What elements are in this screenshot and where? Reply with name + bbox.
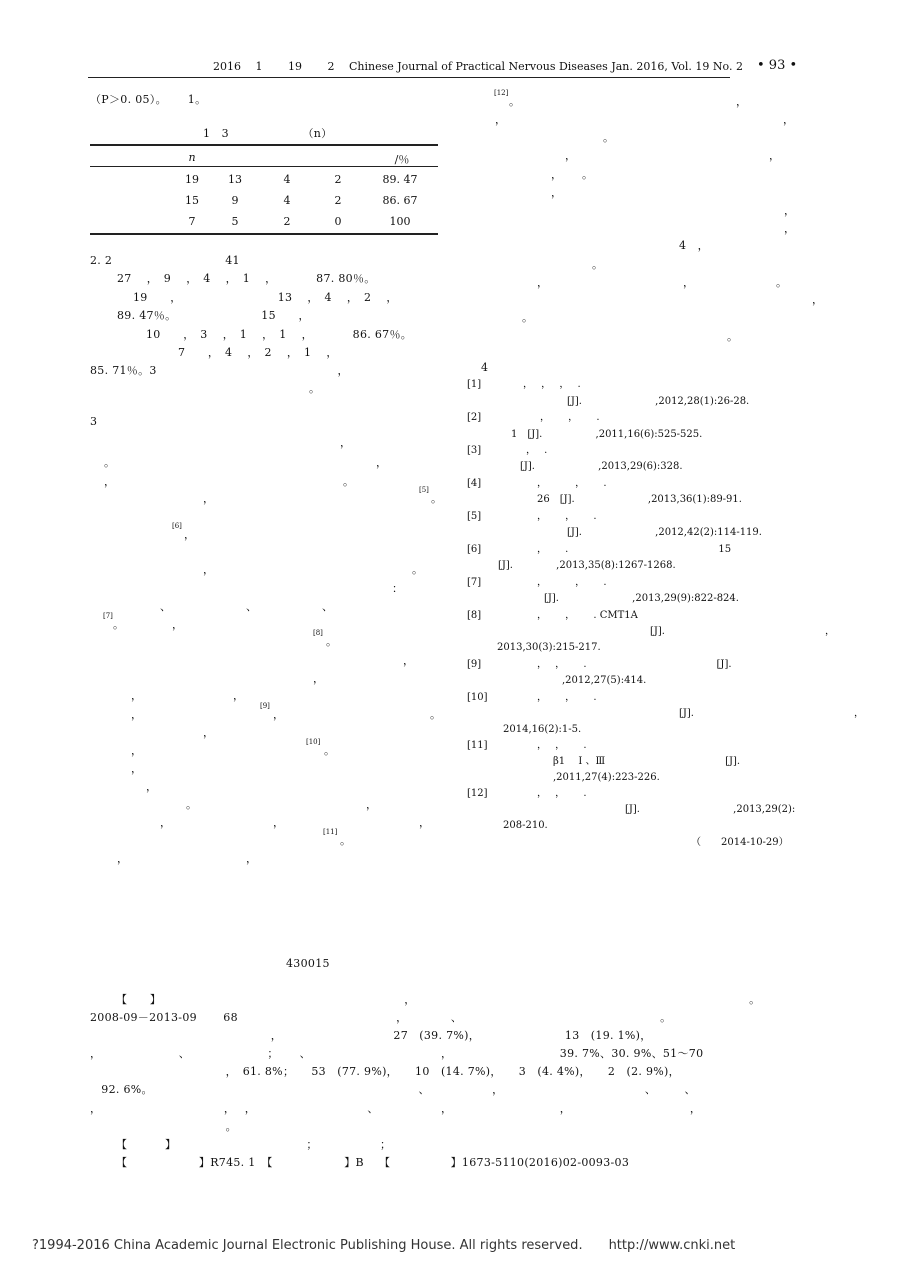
punct: ，: [683, 276, 695, 289]
punct: ，: [403, 654, 415, 667]
punct: 。: [592, 258, 604, 271]
intro-line: （P＞0. 05）。 1。: [90, 93, 207, 106]
reference-number: [6]: [467, 544, 482, 555]
punct: 。: [582, 168, 594, 181]
text-line: 7 ， 4 ， 2 ， 1 ，: [178, 346, 338, 359]
reference-number: [4]: [467, 478, 482, 489]
copyright-footer: ?1994-2016 China Academic Journal Electronic Publishing House. All rights reserved. http://www.cnki.net: [32, 1238, 736, 1253]
abstract-line: 2008-09－2013-09 68 ， 、 。: [90, 1011, 672, 1024]
punct: ，: [495, 113, 507, 126]
reference-line: β1 Ⅰ 、Ⅲ [J].: [553, 756, 741, 767]
classification-line: 【 】R745. 1 【 】B 【 】1673-5110(2016)02-0093-03: [116, 1156, 630, 1169]
reference-line: ， ， . CMT1A: [537, 610, 638, 621]
abstract-line: ， 61. 8%； 53 (77. 9%)， 10 (14. 7%)， 3 (4. 4%)， 2 (2. 9%)，: [90, 1065, 680, 1078]
reference-number: [2]: [467, 412, 482, 423]
punct: 。: [430, 708, 442, 721]
reference-line: [J]. ,2013,29(2):: [625, 804, 796, 815]
citation-9: [9]: [260, 702, 270, 710]
citation-5: [5]: [419, 486, 429, 494]
punct: ，: [565, 149, 577, 162]
punct: 。: [340, 834, 352, 847]
references-heading: 4: [481, 361, 489, 374]
reference-number: [8]: [467, 610, 482, 621]
citation-6: [6]: [172, 522, 182, 530]
table-bottom-rule: [90, 233, 438, 235]
postcode: 430015: [286, 957, 330, 970]
reference-line: ， ， .: [537, 788, 587, 799]
reference-line: ， ， .: [537, 692, 727, 703]
table-cell: 15: [185, 194, 199, 207]
citation-10: [10]: [306, 738, 321, 746]
reference-number: [7]: [467, 577, 482, 588]
punct: ，: [769, 149, 781, 162]
punct: 。: [104, 456, 116, 469]
table-cell: 9: [231, 194, 239, 207]
citation-8: [8]: [313, 629, 323, 637]
punct: ，: [233, 689, 245, 702]
abstract-line: 。: [90, 1120, 237, 1133]
text-line: 19 ， 13 ， 4 ， 2 ，: [133, 291, 398, 304]
text-line: 2. 2 41: [90, 254, 240, 267]
text-line: 27 ， 9 ， 4 ， 1 ， 87. 80％。: [117, 272, 376, 285]
table-header-cell: n: [188, 151, 196, 164]
reference-line: ， ， .: [537, 740, 587, 751]
section-heading: 3: [90, 415, 98, 428]
reference-number: [10]: [467, 692, 488, 703]
citation-11: [11]: [323, 828, 338, 836]
reference-line: [J]. ，: [650, 626, 835, 637]
reference-number: [5]: [467, 511, 482, 522]
punct: ，: [160, 816, 172, 829]
punct: ，: [784, 222, 796, 235]
table-top-rule: [90, 144, 438, 146]
reference-line: ， ， .: [540, 412, 600, 423]
punct: ，: [131, 744, 143, 757]
table-cell: 100: [389, 215, 411, 228]
reference-line: ， ， ， .: [523, 379, 581, 390]
punct: ，: [273, 708, 285, 721]
punct: ，: [203, 726, 215, 739]
table-cell: 7: [188, 215, 196, 228]
punct: ：: [392, 582, 404, 595]
reference-line: 2013,30(3):215-217.: [497, 642, 601, 653]
punct: 、: [322, 600, 334, 613]
reference-number: [12]: [467, 788, 488, 799]
punct: ，: [117, 852, 129, 865]
header-rule: [88, 77, 730, 78]
punct: 。: [343, 475, 355, 488]
table-cell: 2: [334, 173, 342, 186]
punct: ，: [104, 475, 116, 488]
reference-line: ， . 15: [537, 544, 732, 555]
table-cell: 4: [283, 173, 291, 186]
table-cell: 2: [283, 215, 291, 228]
punct: 4 ，: [679, 239, 709, 252]
punct: 。: [776, 276, 788, 289]
text-line: 85. 71％。3 ，: [90, 364, 349, 377]
keywords-line: 【 】 ； ；: [116, 1138, 392, 1151]
table-cell: 19: [185, 173, 199, 186]
punct: 。: [113, 618, 125, 631]
table-cell: 2: [334, 194, 342, 207]
punct: ，: [172, 618, 184, 631]
punct: 。: [431, 492, 443, 505]
table-cell: 89. 47: [382, 173, 418, 186]
table-cell: 0: [334, 215, 342, 228]
punct: ，: [366, 798, 378, 811]
reference-line: ,2012,27(5):414.: [562, 675, 647, 686]
reference-number: [11]: [467, 740, 488, 751]
table-caption: 1 3 （n）: [203, 127, 333, 140]
punct: ，: [783, 113, 795, 126]
reference-line: [J]. ,2013,35(8):1267-1268.: [498, 560, 676, 571]
citation-12: [12]: [494, 89, 509, 97]
reference-line: ， ， .: [537, 478, 607, 489]
punct: 。: [186, 798, 198, 811]
punct: ，: [131, 708, 143, 721]
punct: ，: [419, 816, 431, 829]
punct: ，: [376, 456, 388, 469]
abstract-line: 92. 6%。 、 ， 、 、: [90, 1083, 696, 1096]
punct: ，: [551, 168, 563, 181]
text-line: 89. 47％。 15 ，: [117, 309, 310, 322]
reference-line: ， .: [526, 445, 548, 456]
abstract-line: 【 】 ， 。: [116, 993, 761, 1006]
reference-number: [1]: [467, 379, 482, 390]
table-header-rule: [90, 166, 438, 167]
reference-line: ， ， .: [537, 577, 607, 588]
punct: 。: [412, 563, 424, 576]
abstract-line: ， 27 (39. 7%)， 13 (19. 1%)，: [90, 1029, 652, 1042]
table-cell: 13: [228, 173, 242, 186]
punct: 。: [727, 330, 739, 343]
punct: ，: [131, 762, 143, 775]
punct: 、: [246, 600, 258, 613]
reference-line: ， ， . [J].: [537, 659, 732, 670]
punct: ，: [184, 528, 196, 541]
page-number: • 93 •: [757, 58, 798, 73]
punct: ，: [313, 672, 325, 685]
citation-7: [7]: [103, 612, 113, 620]
punct: 、: [160, 600, 172, 613]
punct: 。: [324, 744, 336, 757]
punct: ，: [246, 852, 258, 865]
punct: 。: [326, 635, 338, 648]
table-cell: 86. 67: [382, 194, 418, 207]
abstract-line: ， ， ， 、 ， ， ，: [90, 1102, 702, 1115]
reference-line: 2014,16(2):1-5.: [503, 724, 582, 735]
running-header: 2016 1 19 2 Chinese Journal of Practical Nervous Diseases Jan. 2016, Vol. 19 No. 2: [213, 60, 743, 73]
punct: ，: [131, 689, 143, 702]
table-cell: 5: [231, 215, 239, 228]
punct: ，: [537, 276, 549, 289]
punct: ，: [146, 780, 158, 793]
reference-line: ,2011,27(4):223-226.: [553, 772, 660, 783]
reference-line: [J]. ,2013,29(6):328.: [520, 461, 683, 472]
punct: ，: [273, 816, 285, 829]
reference-number: [9]: [467, 659, 482, 670]
text-line: 10 ， 3 ， 1 ， 1 ， 86. 67％。: [146, 328, 413, 341]
punct: ，: [784, 204, 796, 217]
reference-line: ， ， .: [537, 511, 597, 522]
reference-line: [J]. ，: [679, 708, 864, 719]
punct: ，: [203, 492, 215, 505]
punct: ，: [736, 95, 748, 108]
punct: 。: [509, 95, 521, 108]
punct: ，: [551, 186, 563, 199]
punct: ，: [812, 293, 824, 306]
punct: ，: [203, 563, 215, 576]
punct: 。: [522, 311, 534, 324]
reference-line: 1 [J]. ,2011,16(6):525-525.: [511, 429, 703, 440]
table-header-cell: /％: [394, 153, 410, 166]
reference-number: [3]: [467, 445, 482, 456]
punct: 。: [603, 131, 615, 144]
punct: ，: [340, 436, 352, 449]
reference-line: [J]. ,2013,29(9):822-824.: [544, 593, 739, 604]
reference-line: 26 [J]. ,2013,36(1):89-91.: [537, 494, 742, 505]
table-cell: 4: [283, 194, 291, 207]
reference-line: [J]. ,2012,28(1):26-28.: [567, 396, 750, 407]
reference-line: 208-210.: [503, 820, 548, 831]
received-date: （ 2014-10-29）: [691, 837, 789, 848]
reference-line: [J]. ,2012,42(2):114-119.: [567, 527, 762, 538]
abstract-line: ， 、 ； 、 ， 39. 7%、30. 9%、51～70: [90, 1047, 704, 1060]
text-line: 。: [309, 382, 321, 395]
